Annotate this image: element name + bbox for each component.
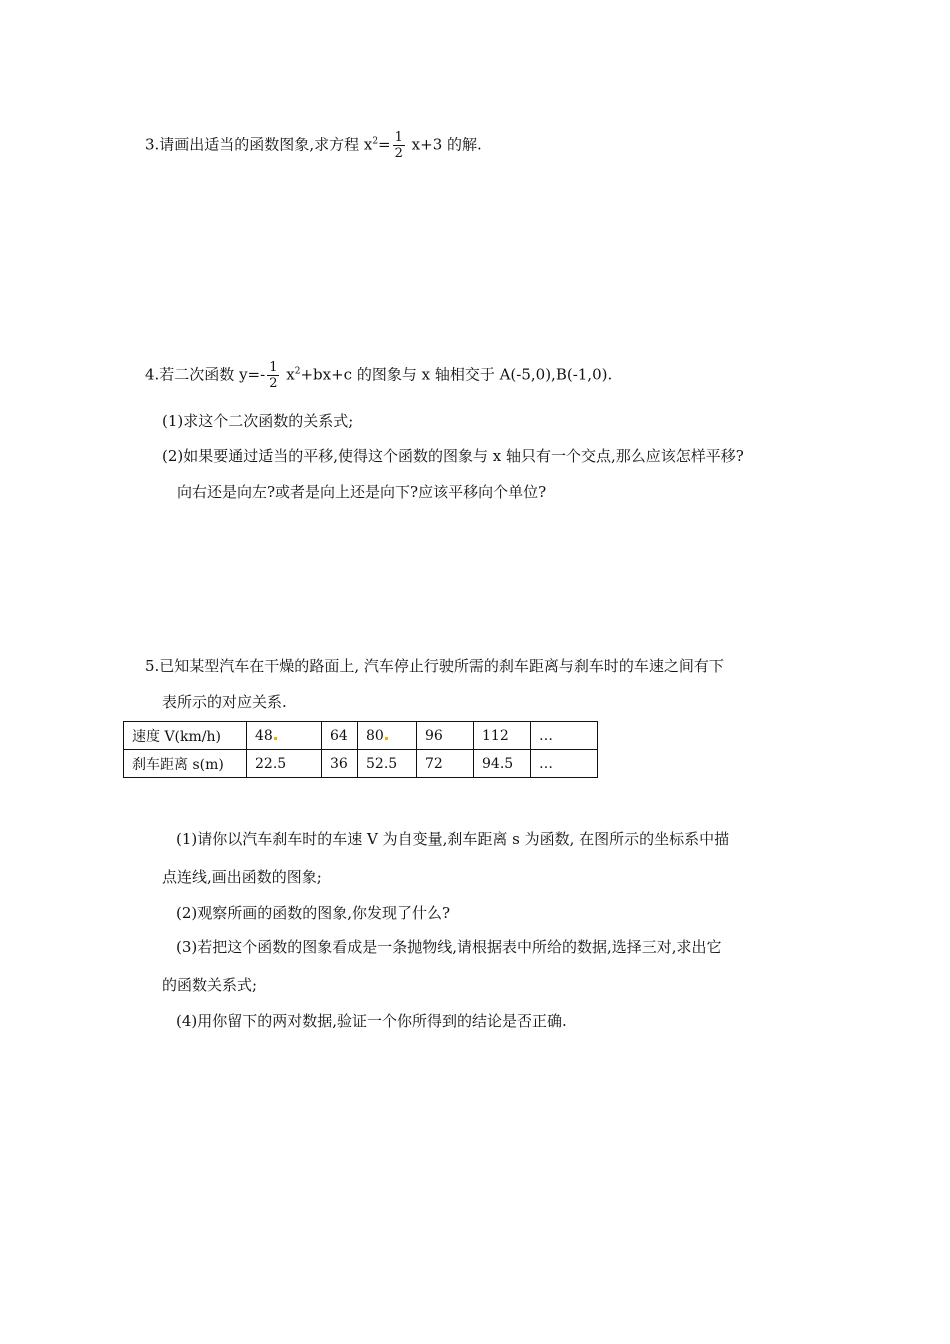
table-cell: 36 [322, 750, 358, 778]
table-row-speed [124, 722, 598, 750]
table-header-distance: 刹车距离 s(m) [124, 750, 247, 778]
table-row-distance [124, 750, 598, 778]
q3-exponent: 2 [372, 136, 379, 147]
table-cell: 64 [322, 722, 358, 750]
table-cell: 22.5 [247, 750, 322, 778]
q5-sub1-line1: (1)请你以汽车刹车时的车速 V 为自变量,刹车距离 s 为函数, 在图所示的坐标系中描 [176, 830, 730, 848]
q4-fraction [267, 360, 279, 391]
q4-after: +bx+c 的图象与 x 轴相交于 A(-5,0),B(-1,0). [300, 365, 613, 384]
table-cell: … [531, 750, 598, 778]
table-cell: 94.5 [474, 750, 531, 778]
q4-text [145, 360, 612, 391]
q4-sub2-line1: (2)如果要通过适当的平移,使得这个函数的图象与 x 轴只有一个交点,那么应该怎样平移? [162, 447, 744, 465]
q5-sub3-line1: (3)若把这个函数的图象看成是一条抛物线,请根据表中所给的数据,选择三对,求出它 [176, 938, 722, 956]
q4-sub2-line2: 向右还是向左?或者是向上还是向下?应该平移向个单位? [177, 483, 547, 501]
q5-sub1-line2: 点连线,画出函数的图象; [162, 868, 322, 886]
q5-line1: 5.已知某型汽车在干燥的路面上, 汽车停止行驶所需的刹车距离与刹车时的车速之间有下 [145, 657, 724, 675]
q5-sub4: (4)用你留下的两对数据,验证一个你所得到的结论是否正确. [176, 1012, 567, 1030]
q4-before: 4.若二次函数 y=- [145, 365, 266, 384]
q3-before: 3.请画出适当的函数图象,求方程 x [145, 135, 373, 154]
q3-after: x+3 的解. [406, 135, 482, 154]
q5-line2: 表所示的对应关系. [162, 693, 287, 711]
marker-dot [385, 737, 388, 740]
q3-equals: = [378, 135, 391, 154]
q5-sub2: (2)观察所画的函数的图象,你发现了什么? [176, 904, 451, 922]
q3-fraction-denominator: 2 [394, 146, 403, 161]
q4-exponent: 2 [294, 366, 301, 377]
table-header-speed: 速度 V(km/h) [124, 722, 247, 750]
q3-text [145, 130, 482, 161]
table-cell: 52.5 [358, 750, 417, 778]
q4-fraction-numerator: 1 [269, 360, 278, 375]
table-cell: 48 [247, 722, 322, 750]
q4-sub1: (1)求这个二次函数的关系式; [162, 412, 354, 430]
q5-sub3-line2: 的函数关系式; [162, 976, 258, 994]
table-cell: 80 [358, 722, 417, 750]
marker-dot [274, 737, 277, 740]
q4-fraction-denominator: 2 [269, 376, 278, 391]
speed-distance-table [123, 721, 598, 778]
q3-fraction-numerator: 1 [394, 130, 403, 145]
q4-mid: x [281, 365, 295, 384]
table-cell: … [531, 722, 598, 750]
table-cell: 72 [417, 750, 474, 778]
table-cell: 96 [417, 722, 474, 750]
q3-fraction [393, 130, 405, 161]
table-cell: 112 [474, 722, 531, 750]
